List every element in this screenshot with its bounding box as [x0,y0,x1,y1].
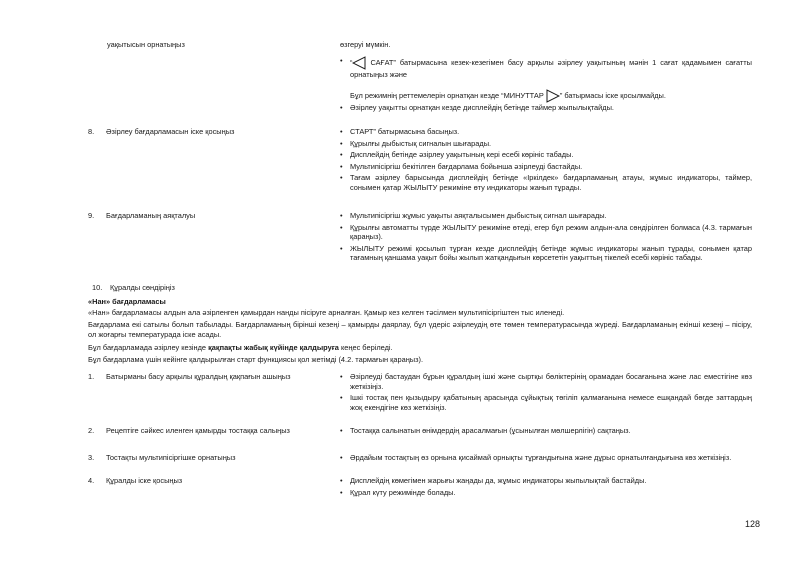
list-item: • Ішкі тостақ пен қызыдыру қабатының арасында сұйықтық төгіліп қалмағанына немесе ешқандай бөгде заттардың жоқ екендігіне көз жеткізіңіз. [340,393,752,412]
list-item: • Мультипісіргіш бекітілген бағдарлама бойынша әзірлеуді бастайды. [340,162,752,172]
lower-step-1-label: 1. Батырманы басу арқылы құралдың қақпағын ашыңыз [88,372,291,381]
step-label-continued: уақытысын орнатыңыз [107,40,185,49]
step-8-bullets [340,127,752,193]
list-item: • Тағам әзірлеу барысында дисплейдің бетінде «Іркілдек» бағдарламаның атауы, жұмыс индикаторы, таймер, сонымен қатар ЖЫЛЫТУ режиміне өту индикаторы жанып тұрады. [340,173,752,192]
top-bullets-1 [340,56,752,80]
list-item: • Дисплейдің бетінде әзірлеу уақытының кері есебі көрініс табады. [340,150,752,160]
lower-step-3-bullets [340,453,752,463]
list-item: • Әзірлеуді бастаудан бұрын құралдың ішкі және сыртқы бөліктерінің орамадан босағанына және лас еместігіне көз жеткізіңіз. [340,372,752,391]
triangle-right-icon [546,89,560,103]
lower-step-2-bullets [340,426,752,436]
top-bullets-2 [340,103,752,113]
paragraph: Бұл бағдарлама үшін кейінге қалдырылған старт функциясы қол жетімді (4.2. тармағын қараңыз). [88,355,424,364]
step-9-bullets [340,211,752,263]
list-item: • Әрдайым тостақтың өз орнына қисаймай орнықты тұрғандығына және дұрыс орнатылғандығына көз жеткізіңіз. [340,453,752,463]
paragraph: Бұл бағдарламада әзірлеу кезінде қақпақты жабық күйінде қалдыруға кеңес беріледі. [88,343,393,352]
continued-text: өзгеруі мүмкін. [340,40,391,49]
lower-step-4-label: 4. Құралды іске қосыңыз [88,476,183,485]
step-9-label: 9. Бағдарламаның аяқталуы [88,211,196,220]
list-item: • Мультипісіргіш жұмыс уақыты аяқталысымен дыбыстық сигнал шығарады. [340,211,752,221]
list-item: • Әзірлеу уақытты орнатқан кезде дисплейдің бетінде таймер жыпылықтайды. [340,103,752,113]
section-heading: «Нан» бағдарламасы [88,297,166,306]
step-8-label: 8. Әзірлеу бағдарламасын іске қосыңыз [88,127,235,136]
lower-step-3-label: 3. Тостақты мультипісіргішке орнатыңыз [88,453,236,462]
list-item: • Тостаққа салынатын өнімдердің арасалмағын (ұсынылған мөлшерлігін) сақтаңыз. [340,426,752,436]
list-item: • Құрылғы автоматты түрде ЖЫЛЫТУ режиміне өтеді, егер бұл режим алдын-ала сөндірілген болмаса (4.3. тармағын қараңыз). [340,223,752,242]
list-item: • “ САҒАТ” батырмасына кезек-кезегімен басу арқылы әзірлеу уақытының мәнін 1 сағат қадамымен сағатты орнатыңыз және [340,56,752,80]
minutes-note: Бұл режимнің реттемелерін орнатқан кезде “МИНУТТАР ” батырмасы іске қосылмайды. [350,89,752,103]
step-10-label: 10. Құралды сөндіріңіз [92,283,175,292]
list-item: • Құрал күту режимінде болады. [340,488,752,498]
lower-step-2-label: 2. Рецептіге сәйкес иленген қамырды тостаққа салыңыз [88,426,290,435]
list-item: • ЖЫЛЫТУ режимі қосылып тұрған кезде дисплейдің бетінде жұмыс индикаторы жанып тұрады, сонымен қатар тағамның қаншама уақыт бойы жылып жатқандығын көрсететін уақыттың тікелей есебі көрініс табады. [340,244,752,263]
lower-step-1-bullets [340,372,752,412]
triangle-left-icon [352,56,366,70]
page-number: 128 [745,519,761,529]
paragraph: «Нан» бағдарламасы алдын ала әзірленген қамырдан нанды пісіруге арналған. Қамыр кез келген тәсілмен мультипісіргіштен тыс иленеді. [88,308,565,317]
list-item: • СТАРТ” батырмасына басыңыз. [340,127,752,137]
list-item: • Құрылғы дыбыстық сигналын шығарады. [340,139,752,149]
list-item: • Дисплейдің көмегімен жарығы жаңады да, жұмыс индикаторы жыпылықтай бастайды. [340,476,752,486]
paragraph: Бағдарлама екі сатылы болып табылады. Бағдарламаның бірінші кезеңі – қамырды даярлау, бұл үдеріс әзірлеудің өте төмен температурасында жүреді. Бағдарламаның екінші кезеңі – пісіру, ол жоғарғы температурада іске асады. [88,320,752,339]
lower-step-4-bullets [340,476,752,497]
